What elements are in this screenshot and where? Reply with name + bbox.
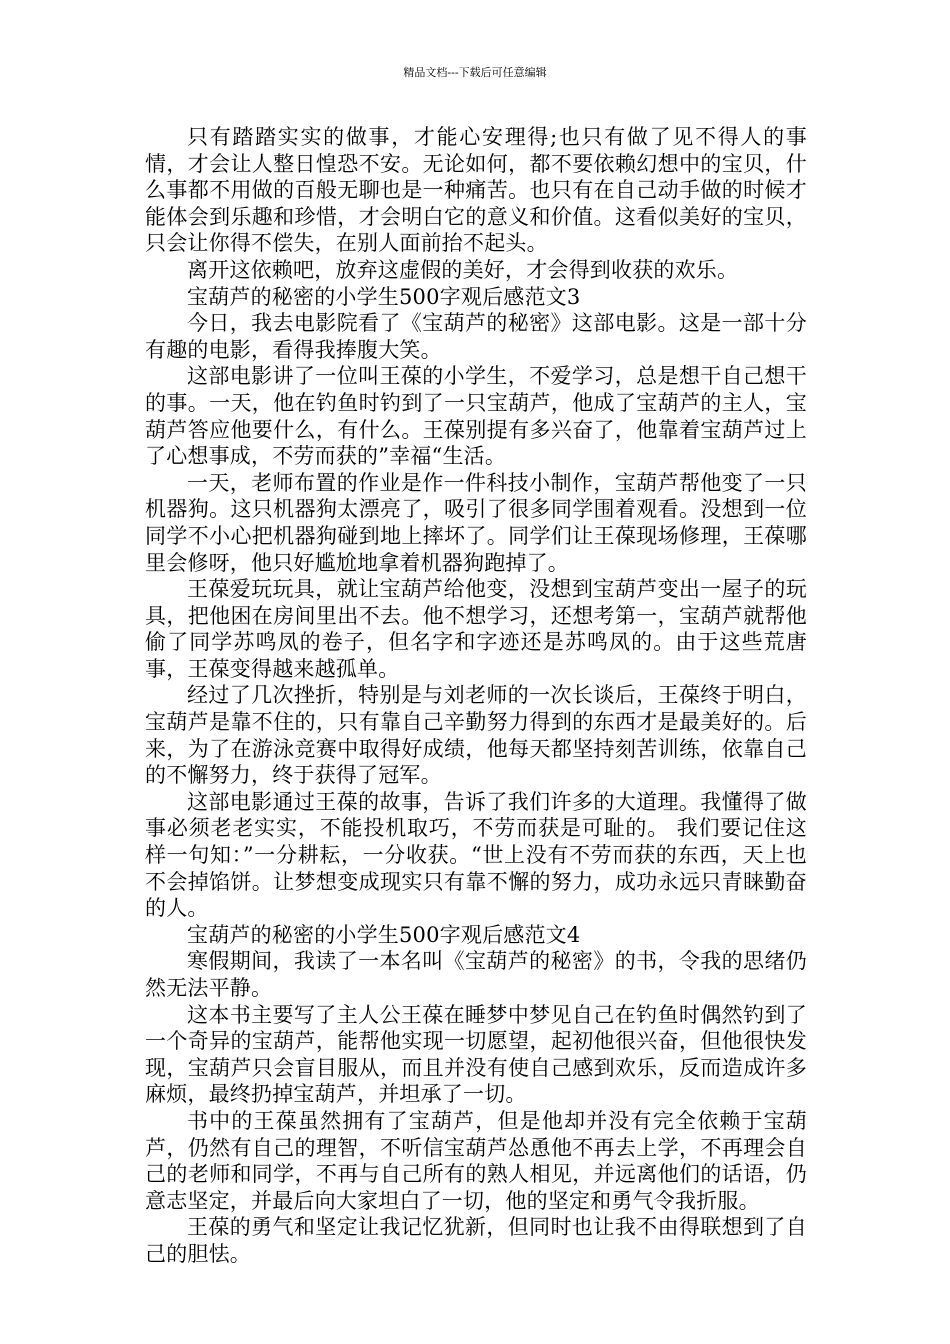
paragraph: 寒假期间，我读了一本名叫《宝葫芦的秘密》的书，令我的思绪仍然无法平静。 (145, 949, 807, 1000)
paragraph: 这本书主要写了主人公王葆在睡梦中梦见自己在钓鱼时偶然钓到了一个奇异的宝葫芦，能帮他实现一切愿望，起初他很兴奋，但他很快发现，宝葫芦只会盲目服从，而且并没有使自己感到欢乐，反而造成许多麻烦，最终扔掉宝葫芦，并坦承了一切。 (145, 1002, 807, 1107)
paragraph: 今日，我去电影院看了《宝葫芦的秘密》这部电影。这是一部十分有趣的电影，看得我捧腹大笑。 (145, 311, 807, 362)
page-header: 精品文档---下载后可任意编辑 (403, 66, 547, 79)
paragraph: 王葆爱玩玩具，就让宝葫芦给他变，没想到宝葫芦变出一屋子的玩具，把他困在房间里出不去。他不想学习，还想考第一，宝葫芦就帮他偷了同学苏鸣凤的卷子，但名字和字迹还是苏鸣凤的。由于这些荒唐事，王葆变得越来越孤单。 (145, 577, 807, 681)
paragraph: 书中的王葆虽然拥有了宝葫芦，但是他却并没有完全依赖于宝葫芦，仍然有自己的理智，不听信宝葫芦怂恿他不再去上学，不再理会自己的老师和同学，不再与自己所有的熟人相见，并远离他们的话语，仍意志坚定，并最后向大家坦白了一切，他的坚定和勇气令我折服。 (145, 1108, 807, 1213)
section-heading: 宝葫芦的秘密的小学生500字观后感范文4 (187, 922, 581, 947)
paragraph: 经过了几次挫折，特别是与刘老师的一次长谈后，王葆终于明白，宝葫芦是靠不住的，只有靠自己辛勤努力得到的东西才是最美好的。后来，为了在游泳竞赛中取得好成绩，他每天都坚持刻苦训练，依靠自己的不懈努力，终于获得了冠军。 (145, 683, 807, 788)
paragraph: 只有踏踏实实的做事，才能心安理得;也只有做了见不得人的事情，才会让人整日惶恐不安。无论如何，都不要依赖幻想中的宝贝，什么事都不用做的百般无聊也是一种痛苦。也只有在自己动手做的时候才能体会到乐趣和珍惜，才会明白它的意义和价值。这看似美好的宝贝，只会让你得不偿失，在别人面前抬不起头。 (145, 125, 807, 256)
paragraph: 王葆的勇气和坚定让我记忆犹新，但同时也让我不由得联想到了自己的胆怯。 (145, 1215, 807, 1266)
section-heading: 宝葫芦的秘密的小学生500字观后感范文3 (187, 284, 581, 309)
paragraph: 一天，老师布置的作业是作一件科技小制作，宝葫芦帮他变了一只机器狗。这只机器狗太漂亮了，吸引了很多同学围着观看。没想到一位同学不小心把机器狗碰到地上摔坏了。同学们让王葆现场修理，王葆哪里会修呀，他只好尴尬地拿着机器狗跑掉了。 (145, 470, 807, 575)
paragraph: 这部电影通过王葆的故事，告诉了我们许多的大道理。我懂得了做事必须老老实实，不能投机取巧，不劳而获是可耻的。 我们要记住这样一句知：”一分耕耘，一分收获。“世上没有不劳而获的东西，天上也不会掉馅饼。让梦想变成现实只有靠不懈的努力，成功永远只青睐勤奋的人。 (145, 789, 807, 921)
document-body (145, 124, 807, 1268)
paragraph: 离开这依赖吧，放弃这虚假的美好，才会得到收获的欢乐。 (187, 257, 739, 282)
paragraph: 这部电影讲了一位叫王葆的小学生，不爱学习，总是想干自己想干的事。一天，他在钓鱼时钓到了一只宝葫芦，他成了宝葫芦的主人，宝葫芦答应他要什么，有什么。王葆别提有多兴奋了，他靠着宝葫芦过上了心想事成，不劳而获的”幸福“生活。 (145, 364, 807, 469)
